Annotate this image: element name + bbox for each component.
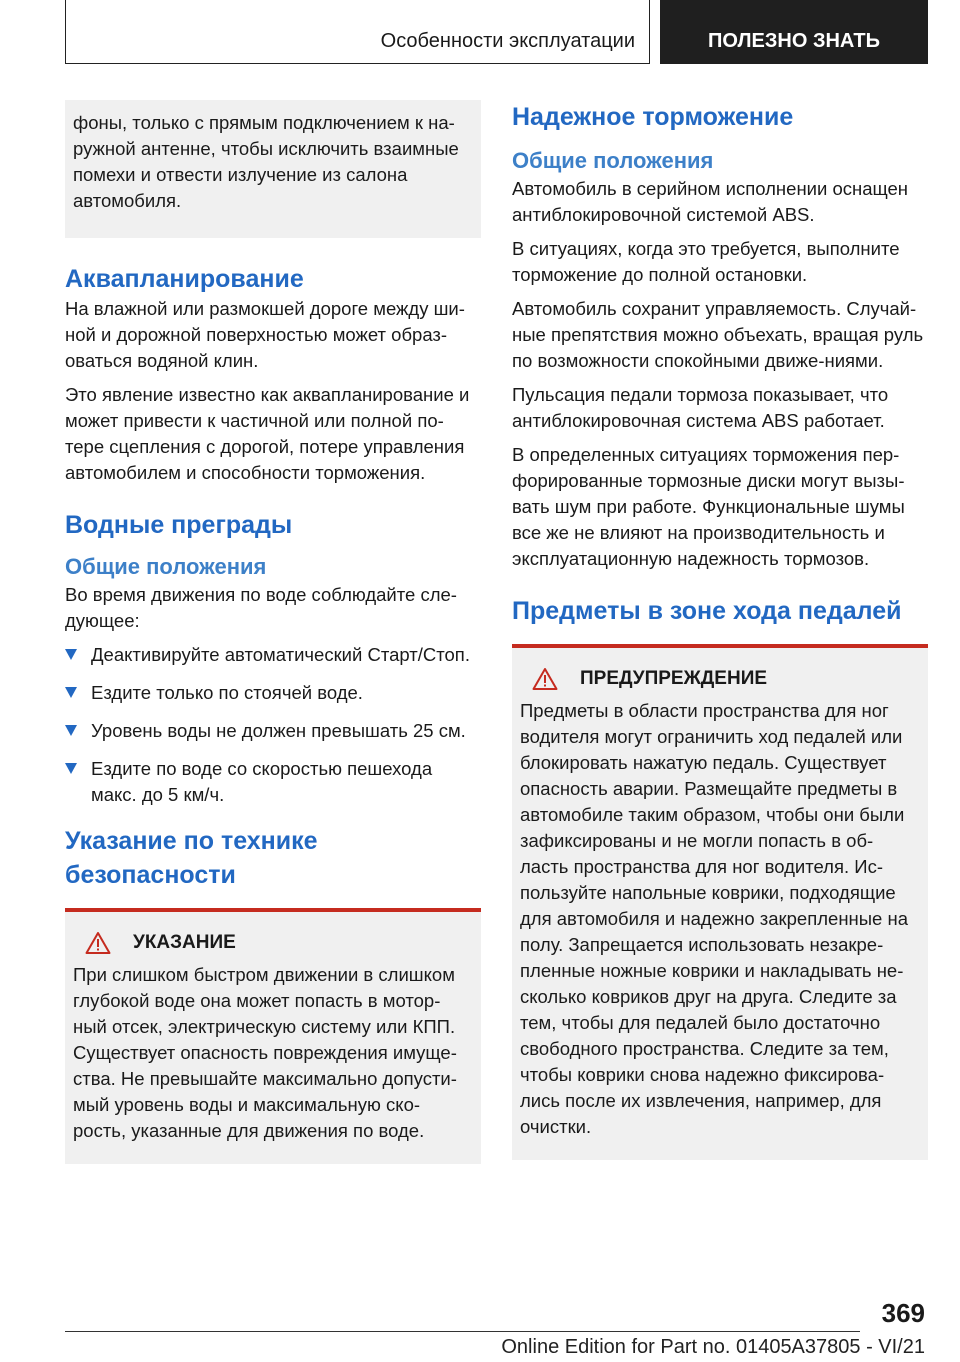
footer-divider: [65, 1331, 860, 1332]
water-intro: Во время движения по воде соблюдайте сле-дующее:: [65, 584, 457, 631]
braking-paragraph-4: Пульсация педали тормоза показывает, что антиблокировочная система ABS работает.: [512, 384, 889, 431]
water-subheading: Общие положения: [65, 554, 267, 579]
page-number: 369: [881, 1298, 925, 1328]
braking-paragraph-2: В ситуациях, когда это требуется, выполните торможение до полной остановки.: [512, 238, 900, 285]
warning-triangle-icon: [532, 667, 558, 691]
warning-triangle-icon: [85, 931, 111, 955]
braking-subheading: Общие положения: [512, 148, 714, 173]
triangle-bullet-icon: [65, 687, 77, 698]
header-chapter-tab: ПОЛЕЗНО ЗНАТЬ: [660, 0, 928, 64]
list-item: Уровень воды не должен превышать 25 см.: [65, 718, 481, 744]
intro-note-box: [65, 100, 481, 238]
safety-note-text: При слишком быстром движении в слишком глубокой воде она может попасть в мотор-ный отсек, электрическую систему или КПП. Существует опасность повреждения имуще-ства. Не превышайте максимально допусти-мый уровень воды и максимальную ско-рость, указанные для движения по воде.: [73, 964, 457, 1141]
braking-heading: Надежное торможение: [512, 103, 794, 131]
pedals-warning-text: Предметы в области пространства для ног водителя могут ограничить ход педалей или блокировать нажатую педаль. Существует опасность аварии. Размещайте предметы в автомобиле таким образом, чтобы они были зафиксированы и не могли попасть в об-ласть пространства для ног водителя. Ис-пользуйте напольные коврики, подходящие для автомобиля и надежно закрепленные на полу. Запрещается использовать незакре-пленные ножные коврики и накладывать не-сколько ковриков друг на друга. Следите за тем, чтобы для педалей было достаточно свободного пространства. Следите за тем, чтобы коврики снова надежно фиксирова-лись после их извлечения, например, для очистки.: [520, 700, 908, 1137]
header-section-box: [65, 0, 650, 64]
list-item: Деактивируйте автоматический Старт/Стоп.: [65, 642, 481, 668]
aquaplaning-paragraph-2: Это явление известно как аквапланирование и может привести к частичной или полной по-тере сцепления с дорогой, потере управления автомобилем и способности торможения.: [65, 384, 470, 483]
braking-paragraph-3: Автомобиль сохранит управляемость. Случай-ные препятствия можно объехать, вращая руль по возможности спокойными движе-ниями.: [512, 298, 924, 371]
header-section-title: Особенности эксплуатации: [380, 30, 635, 52]
left-column: [65, 100, 481, 1164]
triangle-bullet-icon: [65, 649, 77, 660]
pedals-warning-title: ПРЕДУПРЕЖДЕНИЕ: [520, 666, 920, 692]
pedals-heading: Предметы в зоне хода педалей: [512, 597, 902, 625]
aquaplaning-heading: Аквапланирование: [65, 265, 304, 293]
braking-paragraph-5: В определенных ситуациях торможения пер-форированные тормозные диски могут вызы-вать шум при работе. Функциональные шумы все же не влияют на производительность и эксплуатационную надежность тормозов.: [512, 444, 905, 569]
pedals-warning-box: [512, 644, 928, 1160]
right-column: [512, 100, 928, 1160]
braking-paragraph-1: Автомобиль в серийном исполнении оснащен антиблокировочной системой ABS.: [512, 178, 909, 225]
triangle-bullet-icon: [65, 763, 77, 774]
triangle-bullet-icon: [65, 725, 77, 736]
water-heading: Водные преграды: [65, 511, 293, 539]
safety-note-heading: Указание по технике безопасности: [65, 827, 318, 889]
safety-note-box-title: УКАЗАНИЕ: [73, 930, 473, 956]
list-item: Ездите по воде со скоростью пешехода макс. до 5 км/ч.: [65, 756, 481, 808]
safety-note-box: [65, 908, 481, 1164]
list-item: Ездите только по стоячей воде.: [65, 680, 481, 706]
intro-note-text: фоны, только с прямым подключением к на-ружной антенне, чтобы исключить взаимные помехи и отвести излучение из салона автомобиля.: [73, 112, 459, 211]
water-list: [65, 642, 481, 808]
aquaplaning-paragraph-1: На влажной или размокшей дороге между ши-ной и дорожной поверхностью может образ-оваться водяной клин.: [65, 298, 465, 371]
footer-edition: Online Edition for Part no. 01405A37805 - VI/21: [501, 1336, 925, 1358]
